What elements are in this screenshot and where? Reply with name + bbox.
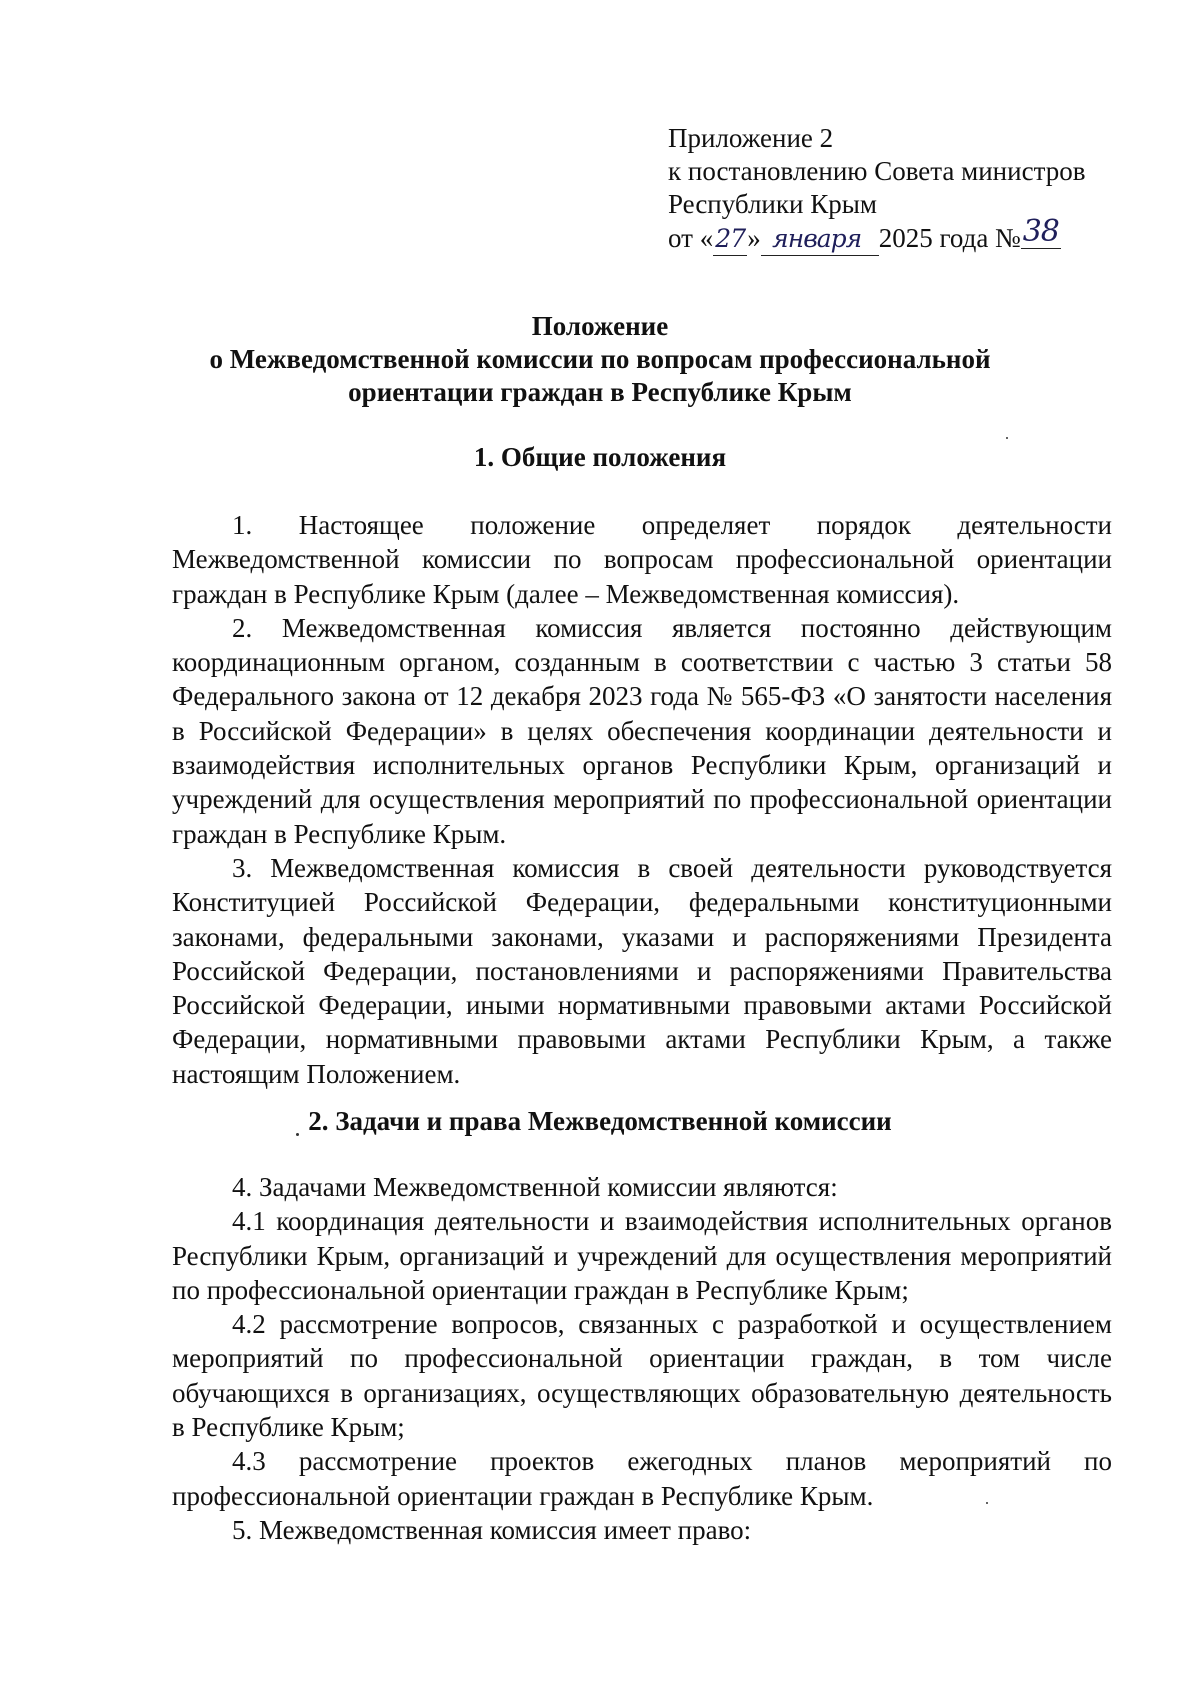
handwritten-month: января — [761, 222, 873, 256]
title-line-3: ориентации граждан в Республике Крым — [348, 377, 852, 407]
scan-speck — [296, 1133, 299, 1136]
annex-republic-line: Республики Крым — [668, 189, 877, 219]
annex-date-line — [668, 214, 1138, 256]
section-1-heading: 1. Общие положения — [473, 442, 727, 472]
paragraph-1: 1. Настоящее положение определяет порядок деятельности Межведомственной комиссии по вопросам профессиональной ориентации граждан в Республике Крым (далее – Межведомственная комиссия). — [172, 510, 1112, 609]
paragraph-5: 5. Межведомственная комиссия имеет право: — [232, 1514, 752, 1545]
date-mid: » — [747, 223, 761, 253]
title-line-2: о Межведомственной комиссии по вопросам профессиональной — [209, 344, 991, 374]
scan-speck — [986, 1502, 988, 1504]
annex-resolution-line: к постановлению Совета министров — [668, 156, 1086, 186]
annex-title: Приложение 2 — [668, 123, 834, 153]
paragraph-3: 3. Межведомственная комиссия в своей деятельности руководствуется Конституцией Российской Федерации, федеральными конституционными законами, федеральными законами, указами и распоряжениями Президента Российской Федерации, постановлениями и распоряжениями Правительства Российской Федерации, иными нормативными правовыми актами Российской Федерации, нормативными правовыми актами Республики Крым, а также настоящим Положением. — [172, 852, 1112, 1089]
section-1-body — [172, 508, 1112, 1091]
paragraph-4-3: 4.3 рассмотрение проектов ежегодных планов мероприятий по профессиональной ориентации граждан в Республике Крым. — [172, 1446, 1112, 1511]
handwritten-number: 38 — [1022, 214, 1059, 249]
handwritten-day: 27 — [713, 222, 747, 256]
document-title — [0, 310, 1200, 409]
paragraph-2: 2. Межведомственная комиссия является постоянно действующим координационным органом, созданным в соответствии с частью 3 статьи 58 Федерального закона от 12 декабря 2023 года № 565-ФЗ «О занятости населения в Российской Федерации» в целях обеспечения координации деятельности и взаимодействия исполнительных органов Республики Крым, организаций и учреждений для осуществления мероприятий по профессиональной ориентации граждан в Республике Крым. — [172, 612, 1112, 849]
section-2-heading: 2. Задачи и права Межведомственной комиссии — [308, 1106, 892, 1136]
annex-block — [668, 122, 1138, 256]
title-line-1: Положение — [531, 311, 669, 341]
section-2-body — [172, 1170, 1112, 1547]
paragraph-4: 4. Задачами Межведомственной комиссии являются: — [232, 1172, 838, 1202]
paragraph-4-2: 4.2 рассмотрение вопросов, связанных с разработкой и осуществлением мероприятий по профессиональной ориентации граждан, в том числе обучающихся в организациях, осуществляющих образовательную деятельность в Республике Крым; — [172, 1309, 1112, 1443]
date-year-text: 2025 года № — [878, 223, 1021, 253]
paragraph-4-1: 4.1 координация деятельности и взаимодействия исполнительных органов Республики Крым, организаций и учреждений для осуществления мероприятий по профессиональной ориентации граждан в Республике Крым; — [172, 1206, 1112, 1305]
date-prefix: от « — [668, 223, 714, 253]
scan-speck — [1006, 437, 1008, 439]
